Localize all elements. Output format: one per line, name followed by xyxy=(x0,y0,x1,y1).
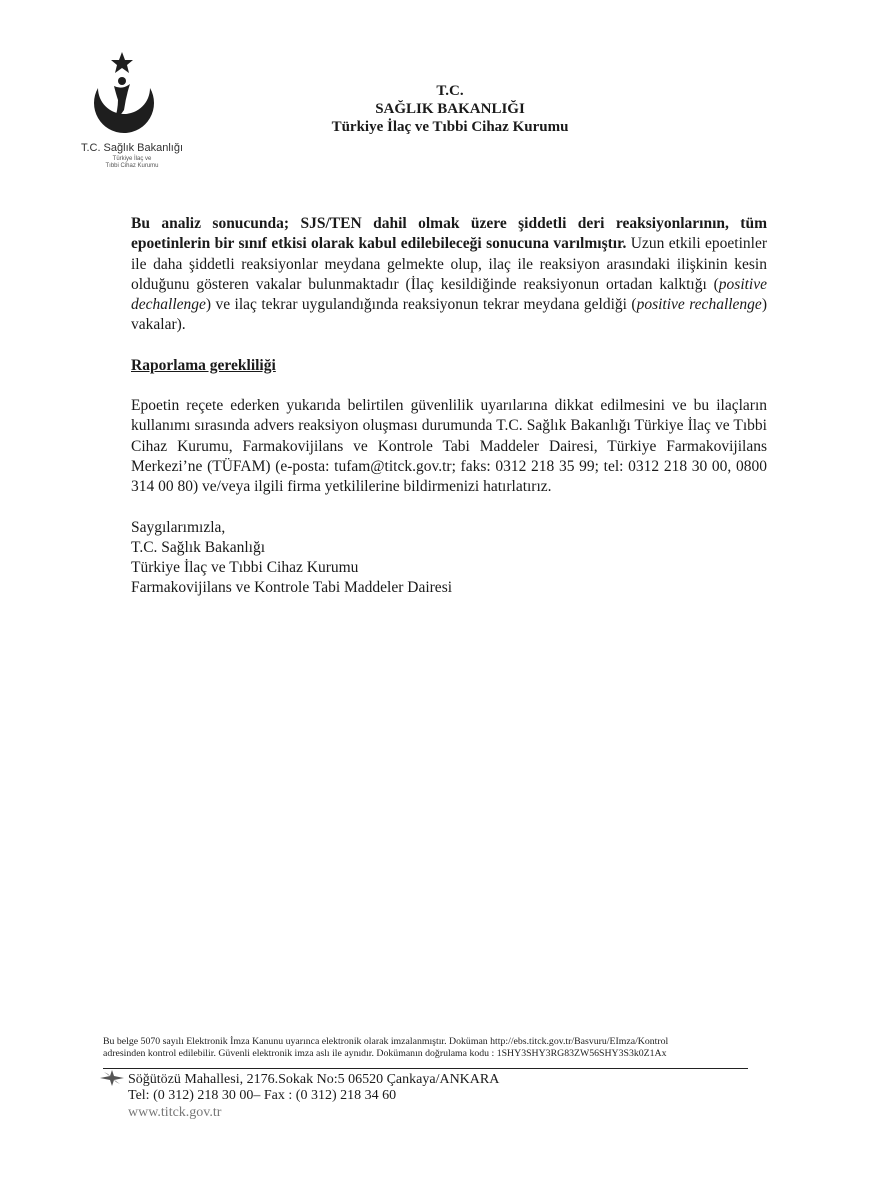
footer-contact xyxy=(100,1070,499,1121)
footer-address: Söğütözü Mahallesi, 2176.Sokak No:5 06520 Çankaya/ANKARA xyxy=(128,1072,500,1087)
e-signature-note xyxy=(103,1036,763,1060)
letter-body xyxy=(131,214,767,599)
analysis-paragraph xyxy=(131,214,767,336)
letterhead-line-3: Türkiye İlaç ve Tıbbi Cihaz Kurumu xyxy=(331,119,569,135)
letterhead xyxy=(250,82,650,136)
letterhead-line-1: T.C. xyxy=(436,83,464,99)
e-signature-note-line-1: Bu belge 5070 sayılı Elektronik İmza Kanunu uyarınca elektronik olarak imzalanmıştır. Doküman http://ebs.titck.gov.tr/Basvuru/EImza/Kontrol xyxy=(103,1036,669,1047)
letterhead-line-2: SAĞLIK BAKANLIĞI xyxy=(375,101,525,117)
footer-phone: Tel: (0 312) 218 30 00– Fax : (0 312) 218 34 60 xyxy=(128,1088,397,1103)
logo-title: T.C. Sağlık Bakanlığı xyxy=(80,142,184,154)
closing-line-1: Saygılarımızla, xyxy=(131,518,226,536)
footer-divider xyxy=(103,1068,748,1069)
section-title-reporting: Raporlama gerekliliği xyxy=(131,356,276,374)
closing-line-2: T.C. Sağlık Bakanlığı xyxy=(131,538,266,556)
closing-line-4: Farmakovijilans ve Kontrole Tabi Maddeler Dairesi xyxy=(131,579,453,597)
analysis-conclusion-bold: Bu analiz sonucunda; SJS/TEN dahil olmak üzere şiddetli deri reaksiyonlarının, tüm epoetinlerin bir sınıf etkisi olarak kabul edilebileceği sonucuna varılmıştır. xyxy=(131,215,767,253)
analysis-text-3: ) vakalar). xyxy=(131,296,767,334)
compass-star-icon xyxy=(100,1070,124,1086)
logo-subtitle-line-2: Tıbbi Cihaz Kurumu xyxy=(105,163,159,169)
analysis-text-2: ) ve ilaç tekrar uygulandığında reaksiyonun tekrar meydana geldiği ( xyxy=(205,296,637,314)
positive-dechallenge-term: positive dechallenge xyxy=(131,275,767,314)
reporting-paragraph: Epoetin reçete ederken yukarıda belirtilen güvenlilik uyarılarına dikkat edilmesini ve bu ilaçların kullanımı sırasında advers reaksiyon oluşması durumunda T.C. Sağlık Bakanlığı Türkiye İlaç ve Tıbbi Cihaz Kurumu, Farmakovijilans ve Kontrole Tabi Maddeler Dairesi, Türkiye Farmakovijilans Merkezi’ne (TÜFAM) (e-posta: tufam@titck.gov.tr; faks: 0312 218 35 99; tel: 0312 218 30 00, 0800 314 00 80) ve/veya ilgili firma yetkililerine bildirmenizi hatırlatırız. xyxy=(131,397,767,496)
logo-subtitle xyxy=(72,156,192,170)
footer-website: www.titck.gov.tr xyxy=(128,1105,222,1120)
analysis-text-1: Uzun etkili epoetinler ile daha şiddetli reaksiyonlar meydana gelmekte olup, ilaç ile reaksiyon arasındaki ilişkinin kesin olduğunu gösteren vakalar bulunmaktadır (İlaç kesildiğinde reaksiyonun ortadan kalktığı ( xyxy=(131,235,767,293)
star-crescent-figure-icon xyxy=(84,50,160,142)
logo-subtitle-line-1: Türkiye İlaç ve xyxy=(112,156,152,162)
closing-signature xyxy=(131,518,767,599)
closing-line-3: Türkiye İlaç ve Tıbbi Cihaz Kurumu xyxy=(131,559,359,577)
positive-rechallenge-term: positive rechallenge xyxy=(636,296,762,314)
ministry-logo xyxy=(62,50,182,180)
e-signature-note-line-2: adresinden kontrol edilebilir. Güvenli elektronik imza aslı ile aynıdır. Dokümanın doğrulama kodu : 1SHY3SHY3RG83ZW56SHY3S3k0Z1Ax xyxy=(103,1048,667,1059)
